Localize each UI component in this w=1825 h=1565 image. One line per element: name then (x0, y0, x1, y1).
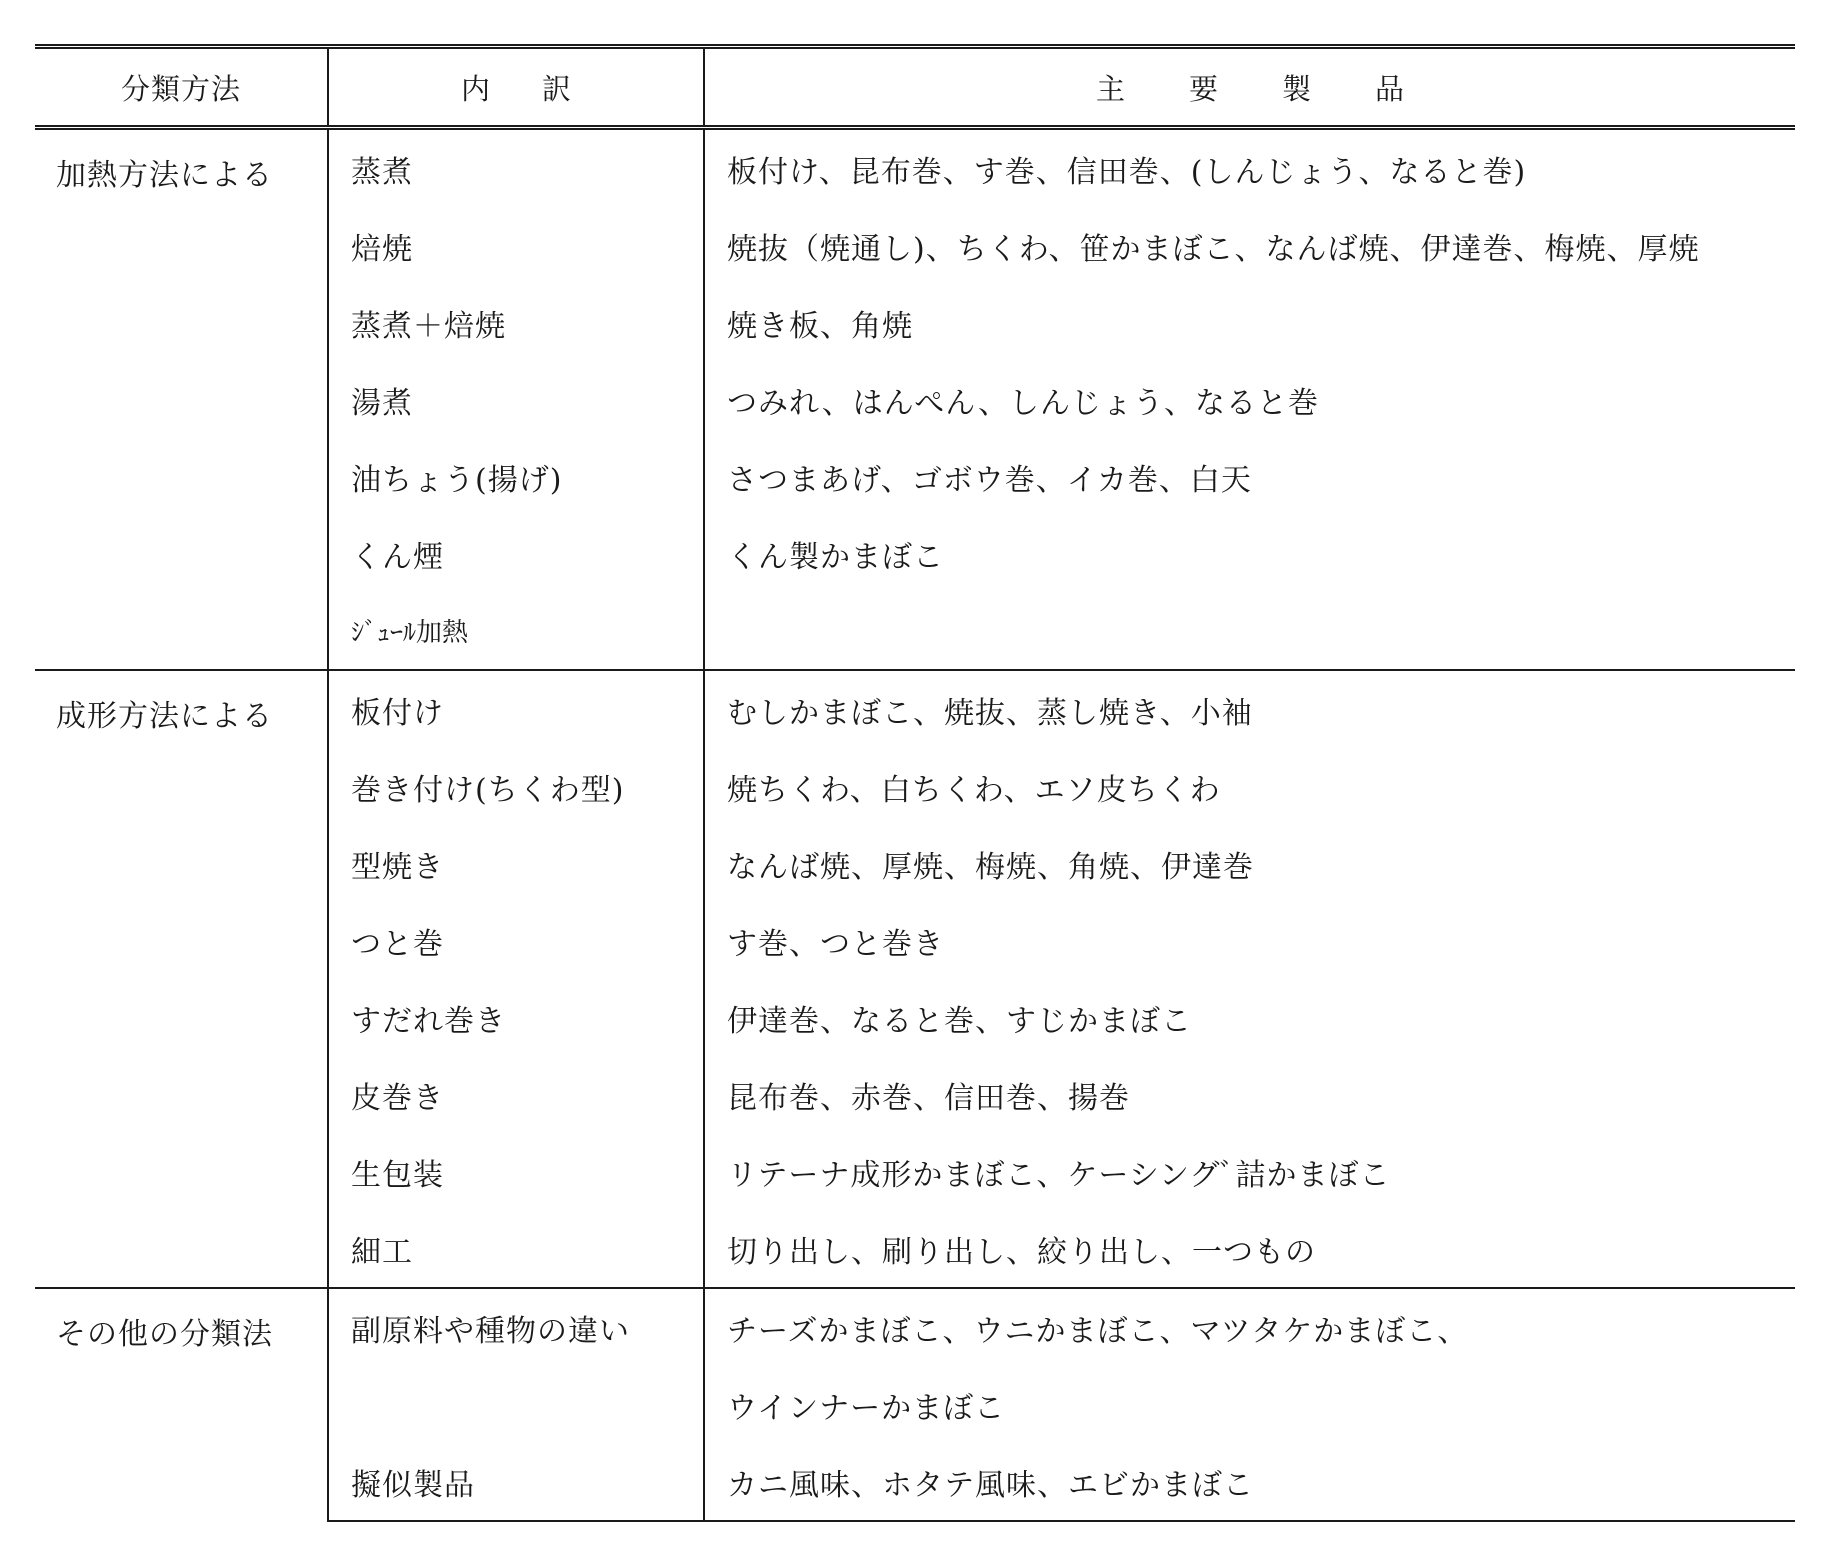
breakdown-cell: くん煙 (328, 515, 704, 592)
breakdown-cell: 細工 (328, 1210, 704, 1288)
breakdown-cell: つと巻 (328, 902, 704, 979)
products-cell: 切り出し、刷り出し、絞り出し、一つもの (704, 1210, 1795, 1288)
category-other: その他の分類法 (35, 1288, 328, 1521)
classification-table (35, 44, 1795, 1522)
table-row (35, 670, 1795, 748)
breakdown-cell: 型焼き (328, 825, 704, 902)
breakdown-cell: 副原料や種物の違い (328, 1288, 704, 1366)
breakdown-cell: 焙焼 (328, 207, 704, 284)
breakdown-cell: 皮巻き (328, 1056, 704, 1133)
products-cell: むしかまぼこ、焼抜、蒸し焼き、小袖 (704, 670, 1795, 748)
products-cell (704, 592, 1795, 670)
header-breakdown: 内訳 (328, 47, 704, 128)
table-body (35, 128, 1795, 1522)
products-cell: 伊達巻、なると巻、すじかまぼこ (704, 979, 1795, 1056)
products-cell: リテーナ成形かまぼこ、ケーシングﾞ詰かまぼこ (704, 1133, 1795, 1210)
category-heating: 加熱方法による (35, 128, 328, 671)
breakdown-cell: すだれ巻き (328, 979, 704, 1056)
products-cell: つみれ、はんぺん、しんじょう、なると巻 (704, 361, 1795, 438)
breakdown-cell: 湯煮 (328, 361, 704, 438)
products-cell: 焼抜（焼通し)、ちくわ、笹かまぼこ、なんば焼、伊達巻、梅焼、厚焼 (704, 207, 1795, 284)
breakdown-cell: ｼﾞｭｰﾙ加熱 (328, 592, 704, 670)
breakdown-cell: 板付け (328, 670, 704, 748)
breakdown-cell (328, 1366, 704, 1443)
breakdown-cell: 油ちょう(揚げ) (328, 438, 704, 515)
products-cell: くん製かまぼこ (704, 515, 1795, 592)
products-cell: さつまあげ、ゴボウ巻、イカ巻、白天 (704, 438, 1795, 515)
products-cell: 板付け、昆布巻、す巻、信田巻、(しんじょう、なると巻) (704, 128, 1795, 208)
products-cell: カニ風味、ホタテ風味、エビかまぼこ (704, 1443, 1795, 1521)
header-products: 主要製品 (704, 47, 1795, 128)
header-classification: 分類方法 (35, 47, 328, 128)
products-cell: なんば焼、厚焼、梅焼、角焼、伊達巻 (704, 825, 1795, 902)
breakdown-cell: 蒸煮＋焙焼 (328, 284, 704, 361)
table-row (35, 1288, 1795, 1366)
products-cell: ウインナーかまぼこ (704, 1366, 1795, 1443)
breakdown-cell: 擬似製品 (328, 1443, 704, 1521)
breakdown-cell: 巻き付け(ちくわ型) (328, 748, 704, 825)
header-row (35, 47, 1795, 128)
category-forming: 成形方法による (35, 670, 328, 1288)
table-header (35, 47, 1795, 128)
products-cell: チーズかまぼこ、ウニかまぼこ、マツタケかまぼこ、 (704, 1288, 1795, 1366)
products-cell: 焼き板、角焼 (704, 284, 1795, 361)
products-cell: 昆布巻、赤巻、信田巻、揚巻 (704, 1056, 1795, 1133)
breakdown-cell: 生包装 (328, 1133, 704, 1210)
breakdown-cell: 蒸煮 (328, 128, 704, 208)
products-cell: 焼ちくわ、白ちくわ、エソ皮ちくわ (704, 748, 1795, 825)
products-cell: す巻、つと巻き (704, 902, 1795, 979)
table-row (35, 128, 1795, 208)
